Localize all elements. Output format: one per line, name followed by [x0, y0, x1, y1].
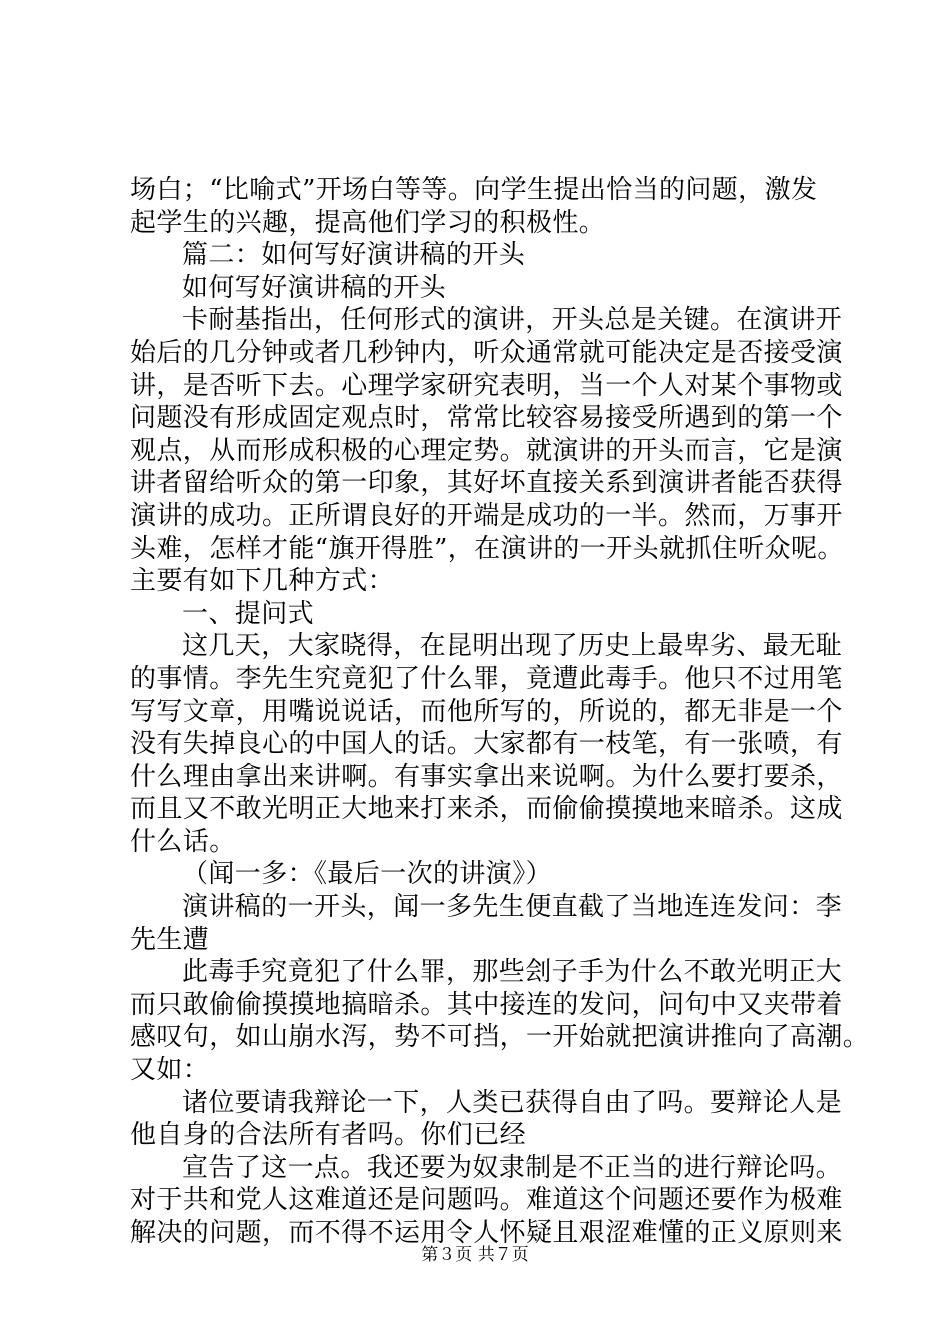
- text-line: 什么话。: [130, 826, 236, 857]
- text-line: 讲者留给听众的第一印象，其好坏直接关系到演讲者能否获得: [130, 468, 843, 499]
- text-line: 头难，怎样才能“旗开得胜”，在演讲的一开头就抓住听众呢。: [130, 533, 844, 564]
- document-body: [130, 174, 870, 1250]
- text-line: 一、提问式: [182, 598, 315, 629]
- text-line: 而只敢偷偷摸摸地搞暗杀。其中接连的发问，问句中又夹带着: [130, 989, 843, 1020]
- text-line: 解决的问题，而不得不运用令人怀疑且艰涩难懂的正义原则来: [130, 1218, 843, 1248]
- text-line: 场白；“比喻式”开场白等等。向学生提出恰当的问题，激发: [130, 175, 818, 205]
- text-line: 又如：: [130, 1055, 210, 1086]
- text-line: 始后的几分钟或者几秒钟内，听众通常就可能决定是否接受演: [130, 337, 843, 368]
- text-line: 什么理由拿出来讲啊。有事实拿出来说啊。为什么要打要杀，: [130, 761, 843, 792]
- text-line: 问题没有形成固定观点时，常常比较容易接受所遇到的第一个: [130, 403, 843, 434]
- text-line: 诸位要请我辩论一下，人类已获得自由了吗。要辩论人是: [182, 1087, 843, 1118]
- text-line: 写写文章，用嘴说说话，而他所写的，所说的，都无非是一个: [130, 696, 843, 727]
- text-line: 而且又不敢光明正大地来打来杀，而偷偷摸摸地来暗杀。这成: [130, 794, 843, 825]
- text-line: 的事情。李先生究竟犯了什么罪，竟遭此毒手。他只不过用笔: [130, 663, 843, 694]
- text-line: 感叹句，如山崩水泻，势不可挡，一开始就把演讲推向了高潮。: [130, 1022, 870, 1053]
- text-line: 宣告了这一点。我还要为奴隶制是不正当的进行辩论吗。: [182, 1152, 843, 1183]
- text-line: 没有失掉良心的中国人的话。大家都有一枝笔，有一张喷，有: [130, 729, 843, 760]
- text-line: 先生遭: [130, 924, 210, 955]
- text-line: （闻一多：《最后一次的讲演》）: [182, 859, 553, 890]
- text-line: 卡耐基指出，任何形式的演讲，开头总是关键。在演讲开: [182, 305, 843, 336]
- text-line: 起学生的兴趣，提高他们学习的积极性。: [130, 207, 606, 238]
- text-line: 演讲的成功。正所谓良好的开端是成功的一半。然而，万事开: [130, 500, 843, 531]
- text-line: 篇二：如何写好演讲稿的开头: [182, 240, 526, 271]
- text-line: 观点，从而形成积极的心理定势。就演讲的开头而言，它是演: [130, 435, 843, 466]
- text-line: 对于共和党人这难道还是问题吗。难道这个问题还要作为极难: [130, 1185, 843, 1216]
- text-line: 此毒手究竟犯了什么罪，那些刽子手为什么不敢光明正大: [182, 957, 843, 988]
- page-number-footer: 第３页 共７页: [421, 1245, 529, 1265]
- text-line: 讲，是否听下去。心理学家研究表明，当一个人对某个事物或: [130, 370, 843, 401]
- text-line: 演讲稿的一开头，闻一多先生便直截了当地连连发问：李: [182, 892, 843, 923]
- text-line: 这几天，大家晓得，在昆明出现了历史上最卑劣、最无耻: [182, 631, 843, 662]
- text-line: 主要有如下几种方式：: [130, 566, 395, 597]
- text-line: 如何写好演讲稿的开头: [182, 272, 447, 303]
- text-line: 他自身的合法所有者吗。你们已经: [130, 1120, 527, 1151]
